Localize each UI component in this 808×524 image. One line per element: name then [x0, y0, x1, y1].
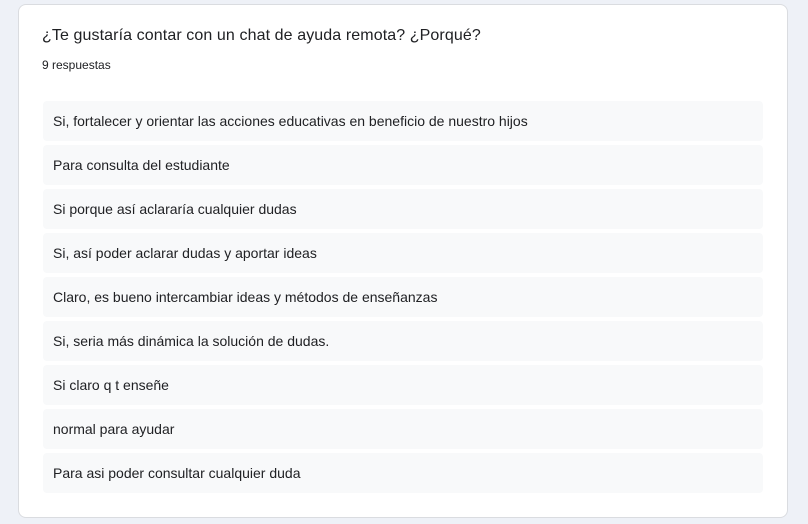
response-item: Si, así poder aclarar dudas y aportar ideas — [43, 233, 763, 273]
response-item: normal para ayudar — [43, 409, 763, 449]
response-item: Para asi poder consultar cualquier duda — [43, 453, 763, 493]
response-item: Si, fortalecer y orientar las acciones educativas en beneficio de nuestro hijos — [43, 101, 763, 141]
response-item: Si, seria más dinámica la solución de dudas. — [43, 321, 763, 361]
response-item: Si porque así aclararía cualquier dudas — [43, 189, 763, 229]
response-item: Para consulta del estudiante — [43, 145, 763, 185]
response-item: Si claro q t enseñe — [43, 365, 763, 405]
question-summary-card — [18, 4, 788, 518]
response-item: Claro, es bueno intercambiar ideas y métodos de enseñanzas — [43, 277, 763, 317]
response-count: 9 respuestas — [42, 58, 111, 72]
response-list — [43, 101, 763, 497]
question-title: ¿Te gustaría contar con un chat de ayuda remota? ¿Porqué? — [42, 27, 481, 44]
